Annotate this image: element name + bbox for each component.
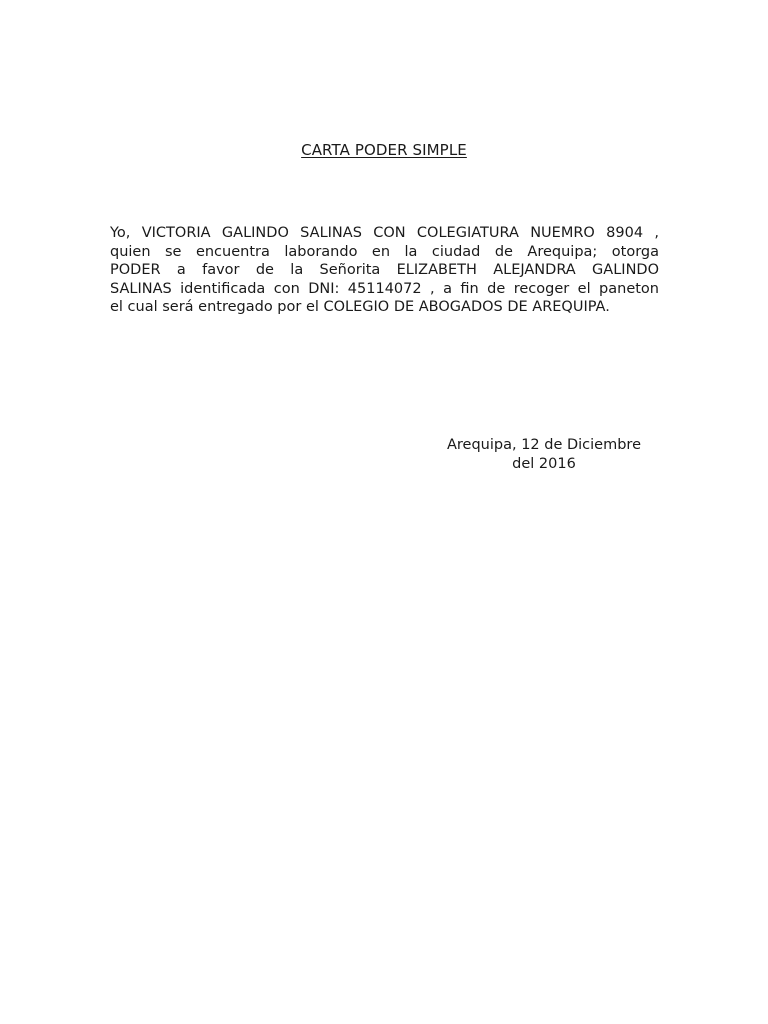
date-location [438, 436, 650, 474]
date-line: Arequipa, 12 de Diciembre [446, 437, 641, 453]
body-line: Yo, VICTORIA GALINDO SALINAS CON COLEGIATURA NUEMRO 8904 , [110, 225, 659, 241]
body-line: quien se encuentra laborando en la ciudad de Arequipa; otorga [110, 243, 659, 260]
body-line: SALINAS identificada con DNI: 45114072 , a fin de recoger el paneton [110, 280, 659, 297]
body-paragraph [110, 224, 659, 317]
body-line: el cual será entregado por el COLEGIO DE ABOGADOS DE AREQUIPA. [110, 299, 610, 315]
document-title: CARTA PODER SIMPLE [301, 141, 467, 159]
date-line: del 2016 [512, 456, 576, 472]
body-line: PODER a favor de la Señorita ELIZABETH ALEJANDRA GALINDO [110, 262, 659, 278]
